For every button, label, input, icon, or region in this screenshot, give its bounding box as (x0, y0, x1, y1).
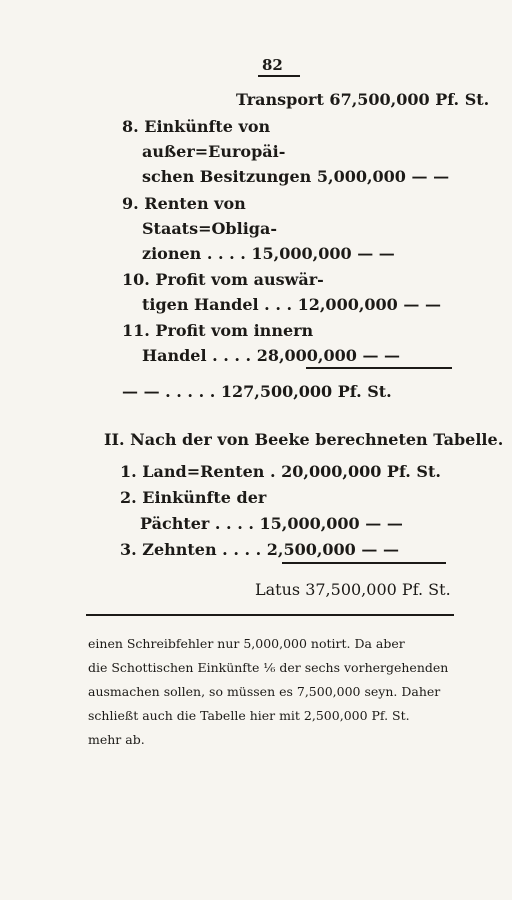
footnote-line: ausmachen sollen, so müssen es 7,500,000 seyn. Daher (88, 684, 441, 699)
footnote-separator (86, 614, 454, 616)
subtotal-line: — — . . . . . 127,500,000 Pf. St. (122, 382, 392, 401)
page-number: 82 (262, 56, 283, 74)
footnote-line: die Schottischen Einkünfte ⅙ der sechs vorhergehenden (88, 660, 449, 675)
item-line: Handel . . . . 28,000,000 — — (142, 346, 401, 365)
item-line: 10. Profit vom auswär- (122, 270, 324, 289)
item-line: 2. Einkünfte der (120, 488, 267, 507)
page-number-underline (258, 75, 300, 77)
section-heading: II. Nach der von Beeke berechneten Tabelle. (104, 430, 504, 449)
item-line: außer=Europäi- (142, 142, 286, 161)
subtotal-rule (306, 367, 452, 369)
footnote-line: mehr ab. (88, 732, 145, 747)
item-line: 8. Einkünfte von (122, 117, 271, 136)
item-line: 3. Zehnten . . . . 2,500,000 — — (120, 540, 399, 559)
latus-rule (282, 562, 446, 564)
item-line: zionen . . . . 15,000,000 — — (142, 244, 395, 263)
item-line: schen Besitzungen 5,000,000 — — (142, 167, 450, 186)
item-line: 11. Profit vom innern (122, 321, 314, 340)
item-line: Pächter . . . . 15,000,000 — — (140, 514, 403, 533)
footnote-line: einen Schreibfehler nur 5,000,000 notirt. Da aber (88, 636, 405, 651)
item-line: 9. Renten von (122, 194, 246, 213)
item-line: tigen Handel . . . 12,000,000 — — (142, 295, 441, 314)
latus-line: Latus 37,500,000 Pf. St. (255, 580, 451, 599)
item-line: 1. Land=Renten . 20,000,000 Pf. St. (120, 462, 441, 481)
footnote-line: schließt auch die Tabelle hier mit 2,500,000 Pf. St. (88, 708, 410, 723)
item-line: Staats=Obliga- (142, 219, 277, 238)
transport-line: Transport 67,500,000 Pf. St. (236, 90, 490, 109)
